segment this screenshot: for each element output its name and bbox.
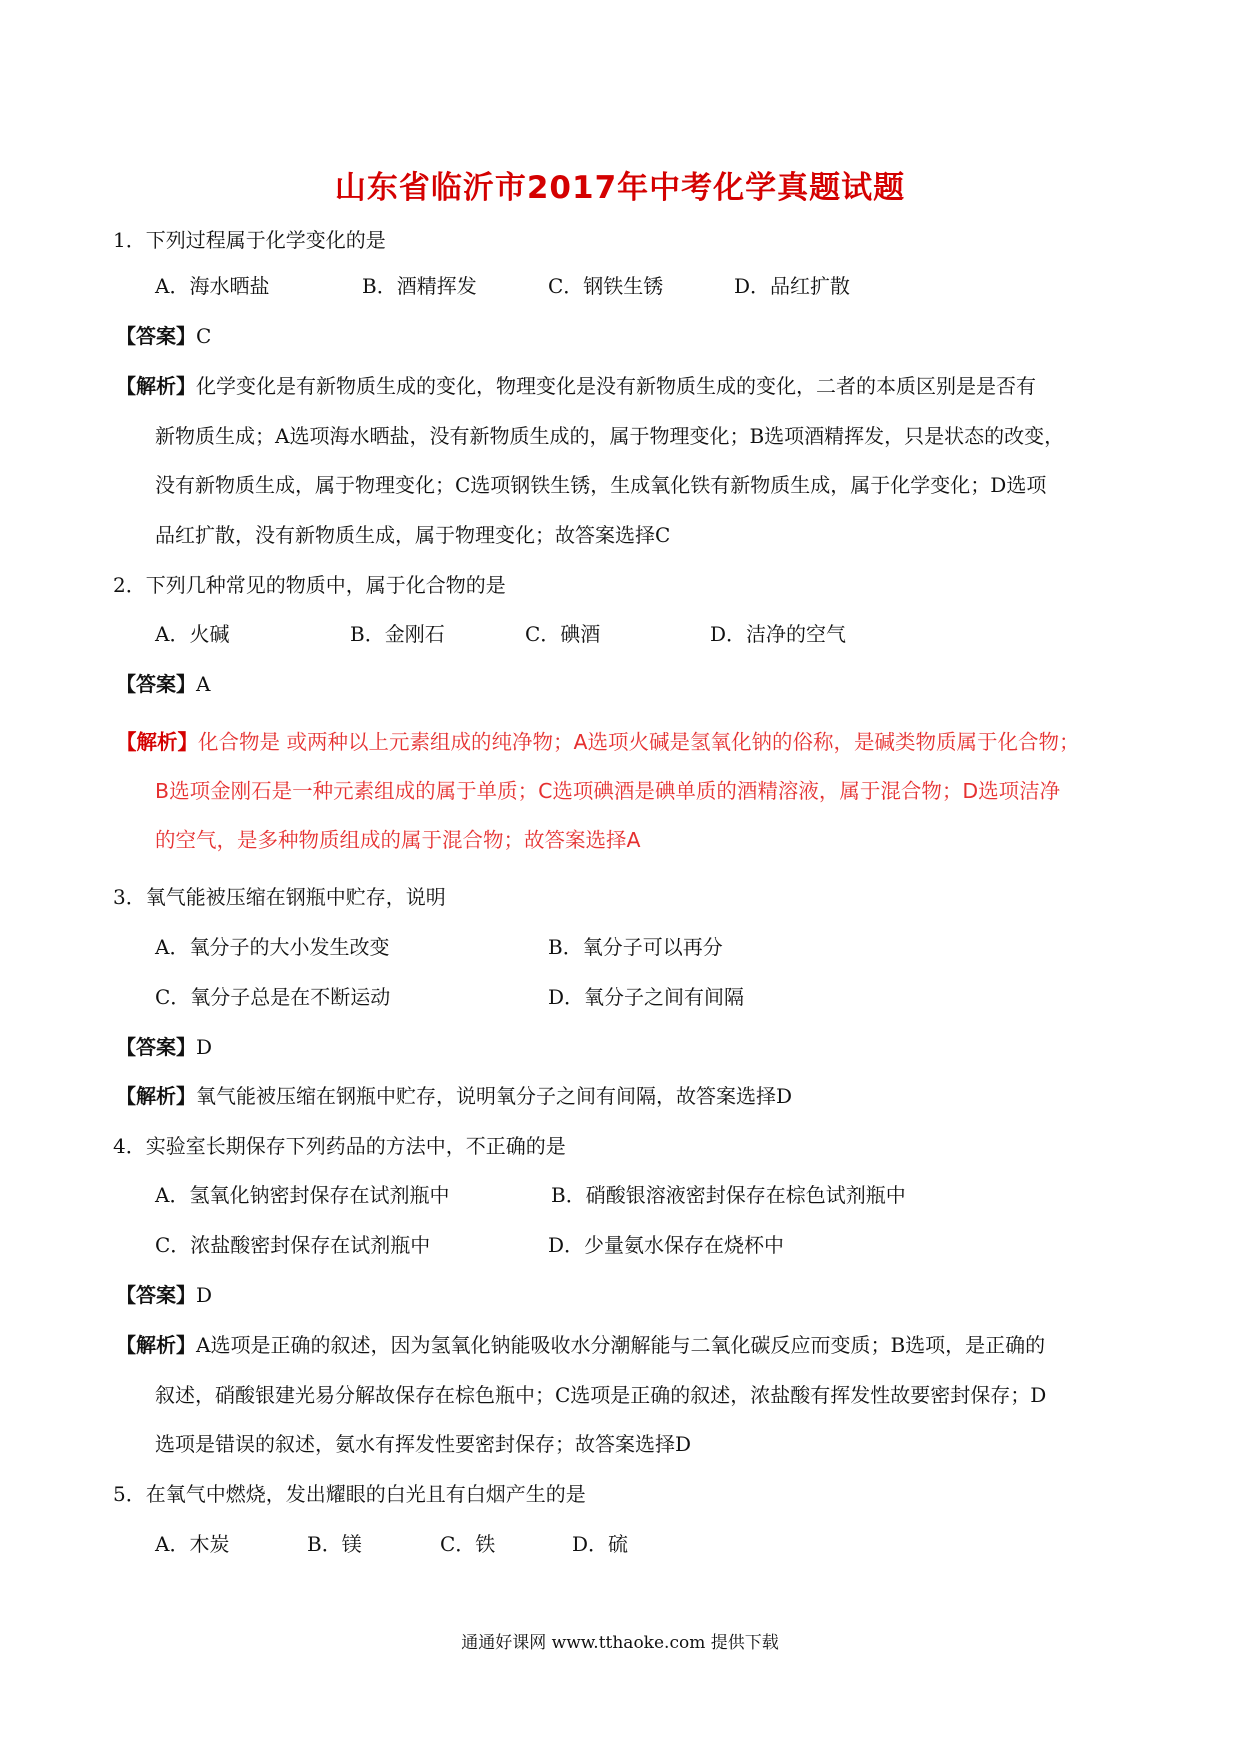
answer-value: D [196,1283,213,1307]
q4-answer [116,1281,212,1309]
question-1-stem: 1．下列过程属于化学变化的是 [113,228,386,252]
q2-analysis-line-3: 的空气，是多种物质组成的属于混合物；故答案选择A [155,828,641,852]
analysis-text: 化合物是 或两种以上元素组成的纯净物；A选项火碱是氢氧化钠的俗称，是碱类物质属于化合物； [198,730,1080,754]
q3-option-c: C．氧分子总是在不断运动 [155,985,391,1009]
analysis-tag: 【解析】 [116,1084,196,1108]
q3-answer [116,1033,212,1061]
answer-value: D [196,1035,213,1059]
q3-option-a: A．氧分子的大小发生改变 [155,935,390,959]
q5-option-d: D．硫 [572,1532,629,1556]
q2-option-a: A．火碱 [155,622,230,646]
q2-analysis-line-2: B选项金刚石是一种元素组成的属于单质；C选项碘酒是碘单质的酒精溶液，属于混合物；D选项洁净 [155,779,1061,803]
q3-option-b: B．氧分子可以再分 [548,935,723,959]
q1-option-d: D．品红扩散 [734,274,851,298]
q1-option-b: B．酒精挥发 [362,274,477,298]
analysis-text: A选项是正确的叙述，因为氢氧化钠能吸收水分潮解能与二氧化碳反应而变质；B选项，是正确的 [196,1333,1046,1357]
q1-answer [116,322,211,350]
q4-option-c: C．浓盐酸密封保存在试剂瓶中 [155,1233,431,1257]
q5-option-a: A．木炭 [155,1532,230,1556]
answer-tag: 【答案】 [116,1035,196,1059]
q2-option-b: B．金刚石 [350,622,445,646]
q2-analysis-line-1 [116,728,1080,756]
q3-analysis-line-1 [116,1082,792,1110]
q4-option-b: B．硝酸银溶液密封保存在棕色试剂瓶中 [551,1183,906,1207]
answer-tag: 【答案】 [116,1283,196,1307]
analysis-tag: 【解析】 [116,730,198,754]
q4-option-a: A．氢氧化钠密封保存在试剂瓶中 [155,1183,450,1207]
q1-analysis-line-2: 新物质生成；A选项海水晒盐，没有新物质生成的，属于物理变化；B选项酒精挥发，只是状态的改变， [155,424,1065,448]
question-5-stem: 5．在氧气中燃烧，发出耀眼的白光且有白烟产生的是 [113,1482,586,1506]
answer-value: A [196,672,211,696]
q3-option-d: D．氧分子之间有间隔 [548,985,745,1009]
q2-option-c: C．碘酒 [525,622,601,646]
question-2-stem: 2．下列几种常见的物质中，属于化合物的是 [113,573,506,597]
analysis-tag: 【解析】 [116,1333,196,1357]
q2-option-d: D．洁净的空气 [710,622,847,646]
question-3-stem: 3．氧气能被压缩在钢瓶中贮存，说明 [113,885,446,909]
q4-analysis-line-3: 选项是错误的叙述，氨水有挥发性要密封保存；故答案选择D [155,1432,692,1456]
q1-analysis-line-1 [116,372,1036,400]
q5-option-c: C．铁 [440,1532,496,1556]
q1-analysis-line-3: 没有新物质生成，属于物理变化；C选项钢铁生锈，生成氧化铁有新物质生成，属于化学变化；D选项 [155,473,1047,497]
q1-option-c: C．钢铁生锈 [548,274,664,298]
q4-analysis-line-2: 叙述，硝酸银建光易分解故保存在棕色瓶中；C选项是正确的叙述，浓盐酸有挥发性故要密封保存；D [155,1383,1047,1407]
q5-option-b: B．镁 [307,1532,362,1556]
answer-value: C [196,324,212,348]
analysis-tag: 【解析】 [116,374,196,398]
page-title: 山东省临沂市2017年中考化学真题试题 [334,170,906,206]
q4-option-d: D．少量氨水保存在烧杯中 [548,1233,785,1257]
answer-tag: 【答案】 [116,324,196,348]
q2-answer [116,670,210,698]
analysis-text: 化学变化是有新物质生成的变化，物理变化是没有新物质生成的变化，二者的本质区别是是否有 [196,374,1036,398]
answer-tag: 【答案】 [116,672,196,696]
page-footer: 通通好课网 www.tthaoke.com 提供下载 [461,1633,779,1653]
q4-analysis-line-1 [116,1331,1045,1359]
q1-analysis-line-4: 品红扩散，没有新物质生成，属于物理变化；故答案选择C [155,523,671,547]
analysis-text: 氧气能被压缩在钢瓶中贮存，说明氧分子之间有间隔，故答案选择D [196,1084,793,1108]
q1-option-a: A．海水晒盐 [155,274,270,298]
question-4-stem: 4．实验室长期保存下列药品的方法中，不正确的是 [113,1134,566,1158]
